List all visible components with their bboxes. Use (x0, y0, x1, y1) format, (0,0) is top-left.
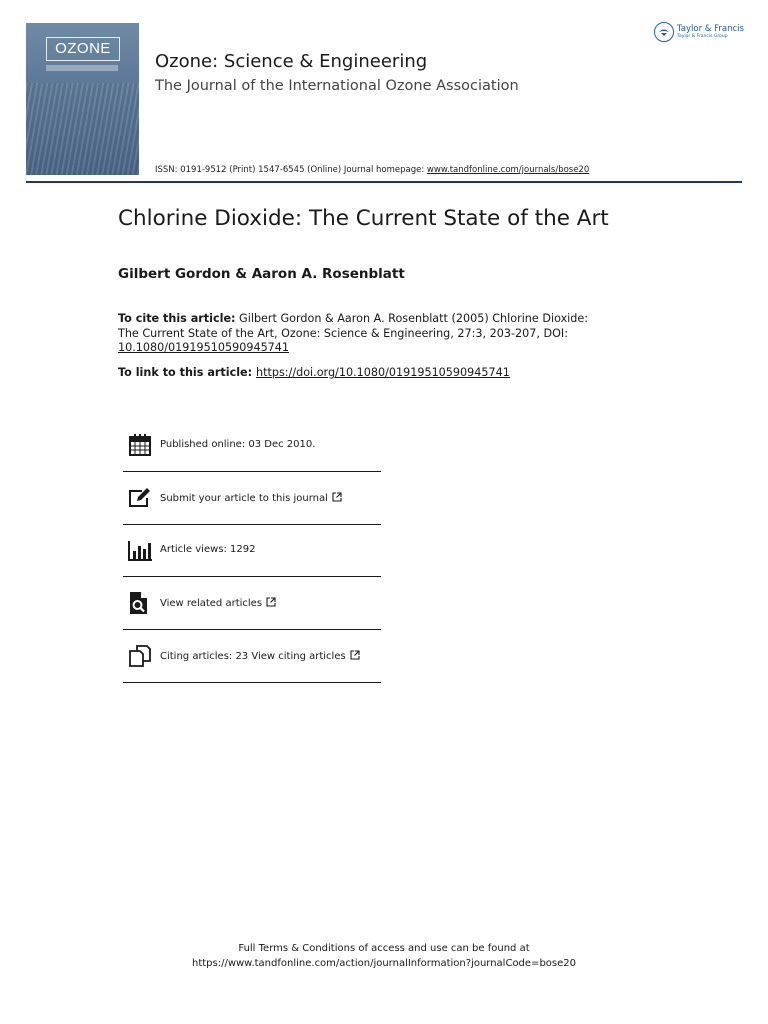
publisher-logo-icon (654, 22, 674, 42)
citing-articles-icon (127, 644, 153, 668)
external-link-icon (266, 597, 276, 607)
bar-chart-icon (127, 538, 153, 562)
journal-subtitle: The Journal of the International Ozone Association (155, 78, 519, 94)
header-divider (26, 181, 742, 183)
info-row-submit[interactable] (123, 473, 381, 525)
article-authors: Gilbert Gordon & Aaron A. Rosenblatt (118, 266, 405, 282)
info-row-related[interactable] (123, 578, 381, 630)
article-views: Article views: 1292 (160, 544, 256, 555)
external-link-icon (350, 650, 360, 660)
cite-text: Gilbert Gordon & Aaron A. Rosenblatt (2005) Chlorine Dioxide: The Current State of the Art, Ozone: Science & Engineering, 27:3, 203-207, DOI: (118, 312, 589, 340)
external-link-icon (332, 492, 342, 502)
pencil-icon (127, 486, 153, 510)
cover-texture (26, 83, 139, 175)
cite-doi-link[interactable]: 10.1080/01919510590945741 (118, 341, 290, 354)
related-label: View related articles (160, 598, 263, 609)
cover-logo: OZONE (46, 37, 120, 61)
publisher-group: Taylor & Francis Group (677, 34, 728, 39)
info-row-citing[interactable] (123, 631, 381, 683)
cite-label: To cite this article: (118, 312, 236, 325)
submit-article-link[interactable] (160, 492, 342, 504)
issn-text: ISSN: 0191-9512 (Print) 1547-6545 (Online) Journal homepage: (155, 165, 427, 175)
journal-title: Ozone: Science & Engineering (155, 51, 428, 72)
citing-label: Citing articles: 23 View citing articles (160, 651, 346, 662)
citing-articles-link[interactable] (160, 650, 360, 662)
publisher-name: Taylor & Francis (677, 24, 744, 34)
citation-block (118, 312, 598, 356)
footer-terms-link[interactable]: https://www.tandfonline.com/action/journalInformation?journalCode=bose20 (191, 958, 576, 969)
article-title: Chlorine Dioxide: The Current State of the Art (118, 206, 609, 231)
article-link-line (118, 366, 510, 379)
journal-cover-image (26, 23, 139, 175)
article-doi-link[interactable]: https://doi.org/10.1080/01919510590945741 (256, 366, 510, 379)
calendar-icon (127, 433, 153, 457)
issn-line (155, 165, 589, 175)
search-document-icon (127, 591, 153, 615)
submit-label: Submit your article to this journal (160, 493, 328, 504)
cover-volume-strip (46, 65, 118, 71)
info-row-published (123, 420, 381, 472)
related-articles-link[interactable] (160, 597, 276, 609)
publisher-logo[interactable] (654, 22, 744, 42)
link-label: To link to this article: (118, 366, 256, 379)
info-row-views (123, 525, 381, 577)
footer-terms-text: Full Terms & Conditions of access and use can be found at (238, 943, 530, 954)
published-date: Published online: 03 Dec 2010. (160, 439, 316, 450)
journal-homepage-link[interactable]: www.tandfonline.com/journals/bose20 (426, 165, 590, 175)
